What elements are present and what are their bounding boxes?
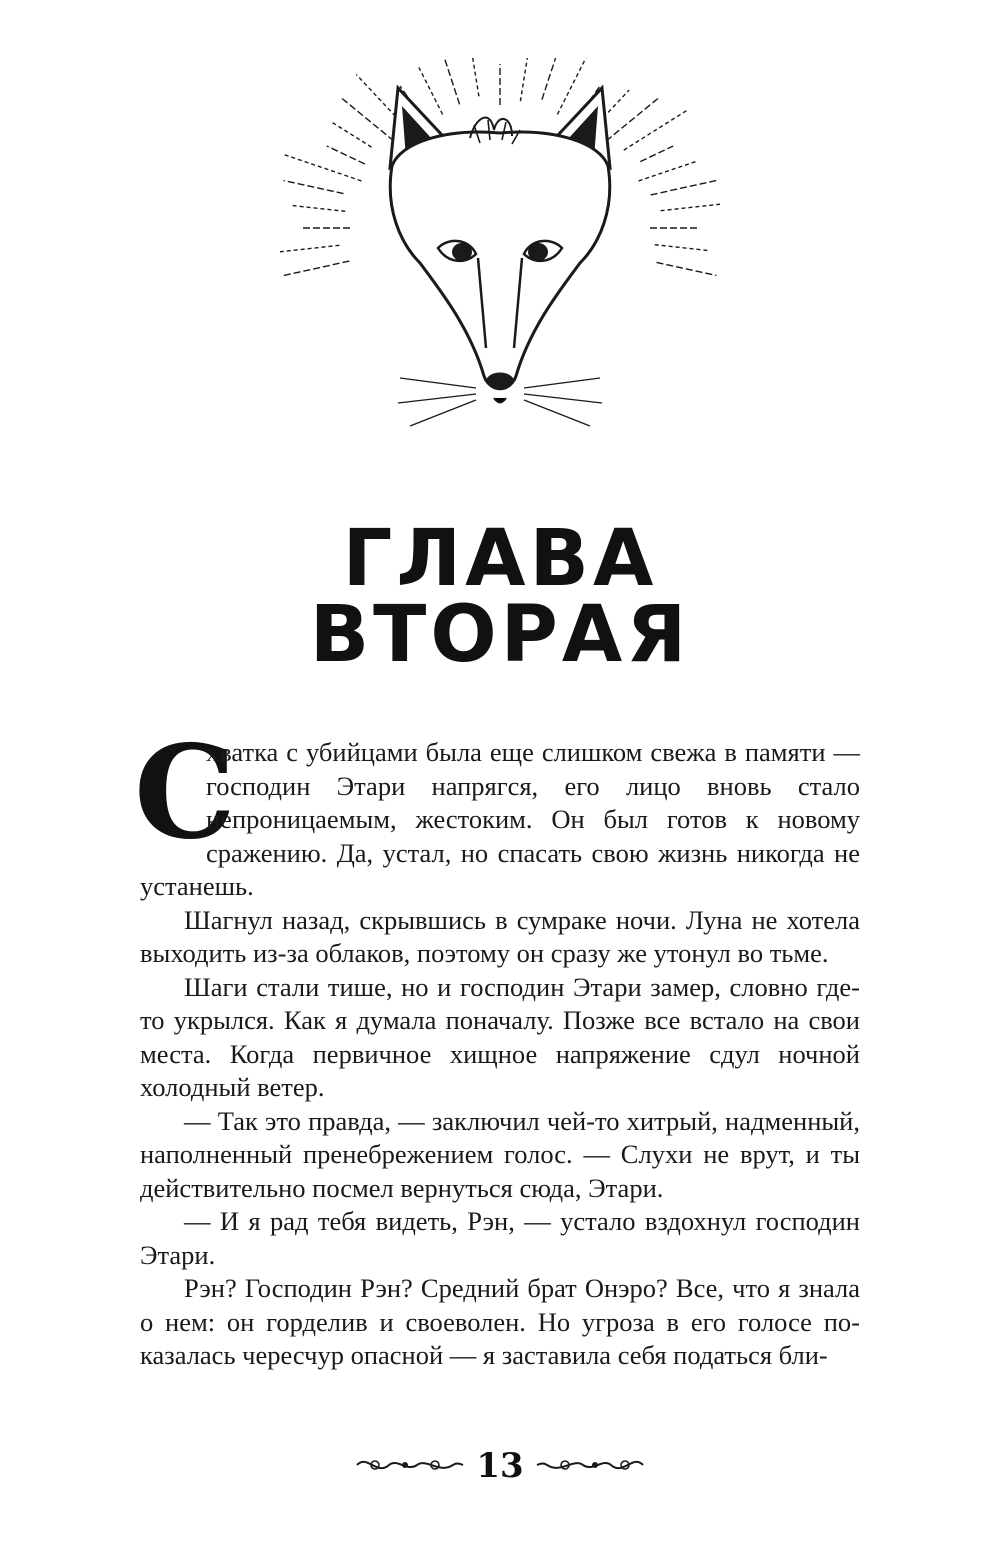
sunburst-ray bbox=[640, 146, 673, 162]
paragraph-1-text: хватка с убийцами была еще слишком свежа в памяти — господин Этари напрягся, его лицо вновь стало непроницаемым, жестоким. Он был готов к новому сражению. Да, устал, но спасать свою жизнь никогда не устанешь. bbox=[140, 737, 860, 901]
sunburst-ray bbox=[639, 162, 696, 181]
sunburst-ray bbox=[284, 261, 350, 275]
page-number: 13 bbox=[476, 1446, 524, 1486]
chapter-title-line2: ВТОРАЯ bbox=[309, 590, 691, 680]
paragraph-3: Шаги стали тише, но и господин Этари замер, словно где-то укрылся. Как я думала поначалу. Позже все встало на свои места. Когда первичное хищное напряжение сдул ночной холодный ветер. bbox=[140, 971, 860, 1102]
sunburst-ray bbox=[419, 67, 443, 114]
sunburst-ray bbox=[542, 58, 558, 100]
fox-head-icon bbox=[280, 58, 720, 438]
sunburst-ray bbox=[327, 146, 365, 164]
sunburst-ray bbox=[657, 262, 717, 275]
sunburst-ray bbox=[520, 58, 527, 101]
sunburst-ray bbox=[282, 154, 361, 181]
chapter-body bbox=[134, 718, 860, 1373]
chapter-title-line1: ГЛАВА bbox=[342, 514, 658, 604]
sunburst-ray bbox=[661, 203, 720, 211]
sunburst-ray bbox=[332, 122, 372, 147]
paragraph-4: — Так это правда, — заключил чей-то хитрый, надменный, наполненный пренебрежением голос. — Слухи не врут, и ты действительно посмел вернуться сюда, Этари. bbox=[140, 1105, 860, 1203]
paragraph-6: Рэн? Господин Рэн? Средний брат Онэро? Все, что я знала о нем: он горделив и своеволен. Но угроза в его голосе показалась чересчур опасной — я заставила себя податься бли- bbox=[140, 1273, 860, 1370]
drop-cap: С bbox=[134, 718, 236, 868]
paragraph-5: — И я рад тебя видеть, Рэн, — устало вздохнул господин Этари. bbox=[140, 1206, 860, 1270]
sunburst-ray bbox=[651, 181, 717, 195]
flourish-ornament-right-icon bbox=[535, 1452, 645, 1478]
sunburst-ray bbox=[290, 205, 346, 211]
sunburst-ray bbox=[280, 245, 339, 253]
paragraph-1 bbox=[134, 718, 860, 904]
sunburst-ray bbox=[284, 181, 344, 194]
sunburst-ray bbox=[624, 110, 687, 150]
paragraph-2: Шагнул назад, скрывшись в сумраке ночи. Луна не хотела выходить из-за облаков, поэтому он сразу же утонул во тьме. bbox=[140, 904, 860, 968]
sunburst-ray bbox=[442, 58, 460, 104]
sunburst-ray bbox=[469, 58, 479, 96]
sunburst-ray bbox=[655, 245, 711, 251]
sunburst-ray bbox=[606, 98, 658, 141]
sunburst-ray bbox=[342, 98, 394, 141]
